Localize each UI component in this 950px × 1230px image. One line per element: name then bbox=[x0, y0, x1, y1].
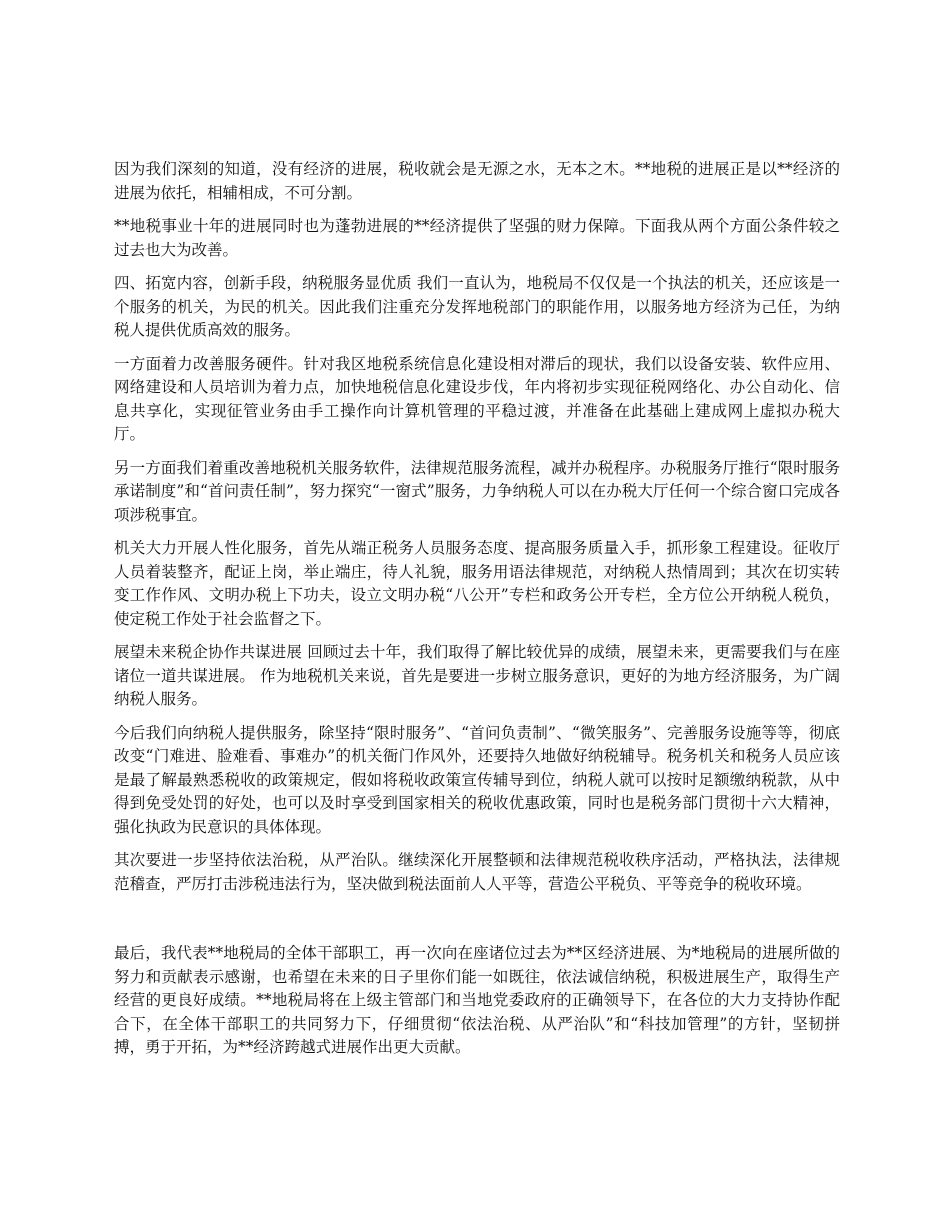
paragraph-gap bbox=[114, 906, 840, 942]
paragraph-8: 今后我们向纳税人提供服务，除坚持“限时服务”、“首问负责制”、“微笑服务”、完善服务设施等等，彻底改变“门难进、脸难看、事难办”的机关衙门作风外，还要持久地做好纳税辅导。税务机关和税务人员应该是最了解最熟悉税收的政策规定，假如将税收政策宣传辅导到位，纳税人就可以按时足额缴纳税款，从中得到免受处罚的好处，也可以及时享受到国家相关的税收优惠政策，同时也是税务部门贯彻十六大精神，强化执政为民意识的具体体现。 bbox=[114, 723, 840, 836]
paragraph-2: **地税事业十年的进展同时也为蓬勃进展的**经济提供了坚强的财力保障。下面我从两个方面公条件较之过去也大为改善。 bbox=[114, 217, 840, 259]
paragraph-10: 最后，我代表**地税局的全体干部职工，再一次向在座诸位过去为**区经济进展、为*地税局的进展所做的努力和贡献表示感谢，也希望在未来的日子里你们能一如既往，依法诚信纳税，积极进展生产，取得生产经营的更良好成绩。**地税局将在上级主管部门和当地党委政府的正确领导下，在各位的大力支持协作配合下，在全体干部职工的共同努力下，仔细贯彻“依法治税、从严治队”和“科技加管理”的方针，坚韧拼搏，勇于开拓，为**经济跨越式进展作出更大贡献。 bbox=[114, 944, 840, 1056]
paragraph-4: 一方面着力改善服务硬件。针对我区地税系统信息化建设相对滞后的现状，我们以设备安装、软件应用、网络建设和人员培训为着力点，加快地税信息化建设步伐，年内将初步实现征税网络化、办公自动化、信息共享化，实现征管业务由手工操作向计算机管理的平稳过渡，并准备在此基础上建成网上虚拟办税大厅。 bbox=[114, 354, 840, 443]
paragraph-9: 其次要进一步坚持依法治税，从严治队。继续深化开展整顿和法律规范税收秩序活动，严格执法，法律规范稽查，严厉打击涉税违法行为，坚决做到税法面前人人平等，营造公平税负、平等竞争的税收环境。 bbox=[114, 851, 840, 893]
document-body bbox=[114, 158, 840, 1070]
paragraph-5: 另一方面我们着重改善地税机关服务软件，法律规范服务流程，减并办税程序。办税服务厅推行“限时服务承诺制度”和“首问责任制”，努力探究“一窗式”服务，力争纳税人可以在办税大厅任何一个综合窗口完成各项涉税事宜。 bbox=[114, 458, 840, 524]
paragraph-6: 机关大力开展人性化服务，首先从端正税务人员服务态度、提高服务质量入手，抓形象工程建设。征收厅人员着装整齐，配证上岗，举止端庄，待人礼貌，服务用语法律规范，对纳税人热情周到；其次在切实转变工作作风、文明办税上下功夫，设立文明办税“八公开”专栏和政务公开专栏，全方位公开纳税人税负，使定税工作处于社会监督之下。 bbox=[114, 539, 840, 628]
paragraph-3: 四、拓宽内容，创新手段，纳税服务显优质 我们一直认为，地税局不仅仅是一个执法的机关，还应该是一个服务的机关，为民的机关。因此我们注重充分发挥地税部门的职能作用，以服务地方经济为己任，为纳税人提供优质高效的服务。 bbox=[114, 274, 840, 339]
paragraph-1: 因为我们深刻的知道，没有经济的进展，税收就会是无源之水，无本之木。**地税的进展正是以**经济的进展为依托，相辅相成，不可分割。 bbox=[114, 160, 840, 202]
paragraph-7: 展望未来税企协作共谋进展 回顾过去十年，我们取得了解比较优异的成绩，展望未来，更需要我们与在座诸位一道共谋进展。 作为地税机关来说，首先是要进一步树立服务意识，更好的为地方经济服务，为广阔纳税人服务。 bbox=[114, 643, 840, 708]
